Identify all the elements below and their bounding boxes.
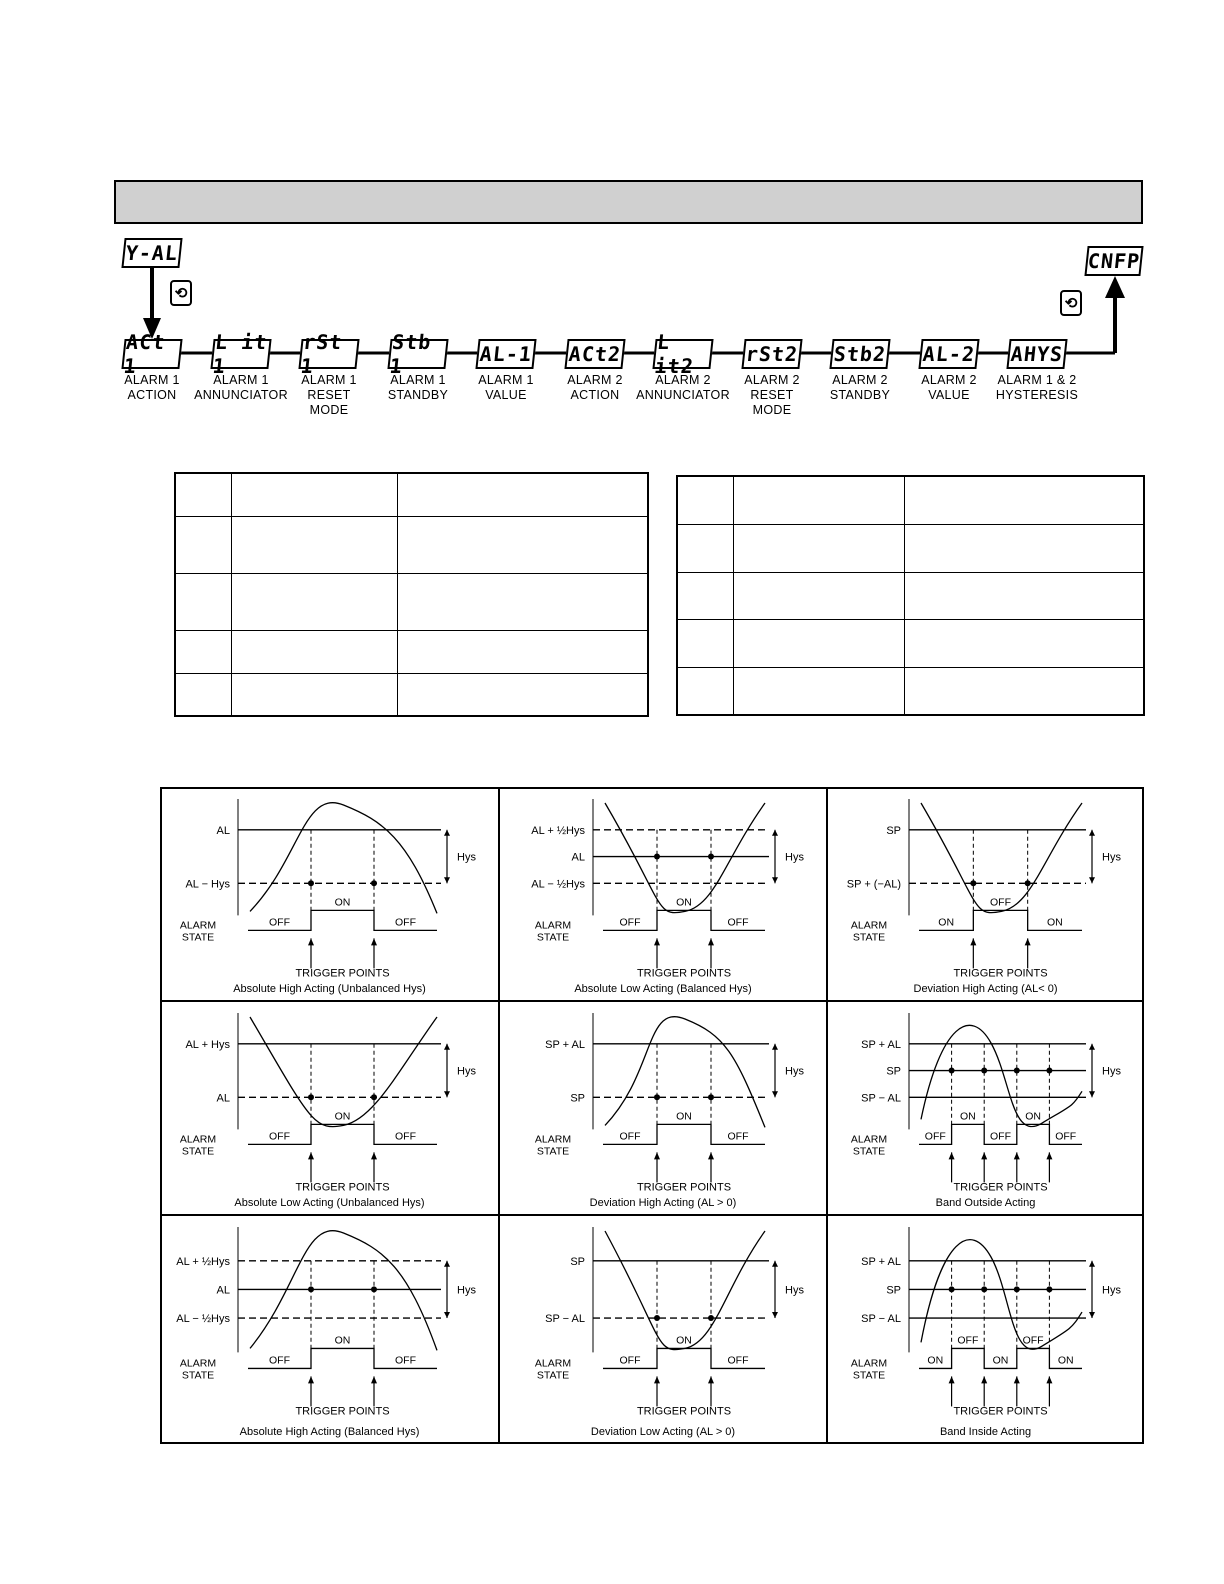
- hys-arrow: [444, 830, 450, 836]
- state-value: ON: [334, 896, 351, 909]
- state-label: ALARM: [850, 1133, 888, 1146]
- hys-arrow: [1089, 1091, 1095, 1097]
- hys-arrow: [772, 1091, 778, 1097]
- state-label: STATE: [536, 1145, 570, 1158]
- loop-arrow-icon[interactable]: ⟲: [1060, 290, 1082, 316]
- state-value: OFF: [1055, 1130, 1077, 1143]
- level-label: SP + AL: [861, 1038, 901, 1051]
- menu-step-label: ALARM 1 STANDBY: [387, 373, 449, 402]
- menu-step-display[interactable]: rSt2: [741, 339, 802, 369]
- hys-arrow: [444, 1261, 450, 1267]
- trigger-dot: [708, 1094, 714, 1100]
- trigger-arrowhead: [371, 1152, 377, 1159]
- trigger-arrowhead: [708, 1376, 714, 1383]
- trigger-dot: [371, 880, 377, 886]
- state-value: ON: [676, 1334, 692, 1347]
- level-label: SP: [570, 1255, 585, 1268]
- hys-arrow: [1089, 830, 1095, 836]
- trigger-arrowhead: [708, 938, 714, 945]
- menu-step-label: ALARM 2 VALUE: [921, 373, 977, 402]
- state-value: ON: [1025, 1110, 1041, 1123]
- hys-label: Hys: [1102, 851, 1121, 864]
- trigger-label: TRIGGER POINTS: [953, 1181, 1048, 1194]
- trigger-label: TRIGGER POINTS: [953, 1405, 1048, 1418]
- state-value: ON: [334, 1110, 351, 1123]
- trigger-dot: [308, 1286, 314, 1292]
- menu-step-display[interactable]: rSt 1: [298, 339, 359, 369]
- trigger-arrowhead: [654, 1152, 660, 1159]
- hys-arrow: [444, 1091, 450, 1097]
- signal-curve: [605, 1231, 765, 1350]
- menu-step-display[interactable]: AL-1: [475, 339, 536, 369]
- level-label: AL + ½Hys: [531, 824, 585, 837]
- state-label: STATE: [181, 1369, 215, 1382]
- state-label: STATE: [536, 1369, 570, 1382]
- hys-label: Hys: [785, 1284, 804, 1297]
- trigger-dot: [708, 854, 714, 860]
- state-value: OFF: [395, 1354, 416, 1367]
- hys-arrow: [772, 877, 778, 883]
- level-label: AL − Hys: [185, 878, 230, 891]
- diagram-title: Deviation High Acting (AL< 0): [913, 983, 1058, 995]
- state-value: ON: [938, 916, 955, 929]
- hys-arrow: [1089, 1312, 1095, 1318]
- state-value: OFF: [395, 916, 416, 929]
- trigger-dot: [1014, 1068, 1020, 1074]
- menu-step-label: ALARM 1 VALUE: [478, 373, 534, 402]
- loop-arrow-icon[interactable]: ⟲: [170, 280, 192, 306]
- state-value: OFF: [990, 1130, 1011, 1143]
- state-value: OFF: [727, 916, 749, 929]
- trigger-arrowhead: [1014, 1152, 1020, 1159]
- trigger-arrowhead: [949, 1152, 955, 1159]
- menu-step-display[interactable]: ACt 1: [121, 339, 182, 369]
- trigger-dot: [308, 880, 314, 886]
- hys-arrow: [772, 1261, 778, 1267]
- trigger-dot: [1014, 1286, 1020, 1292]
- state-label: ALARM: [850, 919, 888, 932]
- trigger-label: TRIGGER POINTS: [295, 967, 390, 980]
- trigger-label: TRIGGER POINTS: [295, 1405, 390, 1418]
- level-label: SP: [886, 824, 901, 837]
- menu-step-display[interactable]: L it2: [652, 339, 713, 369]
- menu-step-label: ALARM 2 STANDBY: [829, 373, 891, 402]
- trigger-arrowhead: [1014, 1376, 1020, 1383]
- state-label: ALARM: [534, 919, 572, 932]
- end-display: CNFP: [1084, 246, 1143, 276]
- hys-label: Hys: [785, 851, 804, 864]
- trigger-arrowhead: [371, 1376, 377, 1383]
- state-value: OFF: [619, 1130, 641, 1143]
- trigger-dot: [1046, 1068, 1052, 1074]
- state-value: ON: [992, 1354, 1009, 1367]
- trigger-dot: [970, 880, 976, 886]
- diagram-title: Absolute High Acting (Balanced Hys): [239, 1426, 420, 1438]
- level-label: SP + (−AL): [846, 878, 901, 891]
- menu-step-display[interactable]: Stb2: [829, 339, 890, 369]
- trigger-arrowhead: [970, 938, 976, 945]
- start-display: Y-AL: [121, 238, 182, 268]
- state-label: STATE: [536, 931, 570, 944]
- trigger-arrowhead: [1046, 1152, 1052, 1159]
- trigger-arrowhead: [708, 1152, 714, 1159]
- menu-step-label: ALARM 2 RESET MODE: [744, 373, 800, 417]
- diagram-title: Absolute Low Acting (Unbalanced Hys): [234, 1197, 425, 1209]
- menu-step-label: ALARM 2 ACTION: [567, 373, 623, 402]
- trigger-dot: [308, 1094, 314, 1100]
- signal-curve: [250, 1231, 437, 1351]
- state-value: ON: [1057, 1354, 1074, 1367]
- state-value: OFF: [269, 916, 290, 929]
- level-label: AL − ½Hys: [176, 1313, 230, 1326]
- diagram-title: Absolute High Acting (Unbalanced Hys): [233, 983, 426, 995]
- trigger-arrowhead: [654, 1376, 660, 1383]
- hys-arrow: [444, 1044, 450, 1050]
- state-label: ALARM: [179, 1133, 217, 1146]
- state-label: ALARM: [179, 1357, 217, 1370]
- state-value: ON: [334, 1334, 351, 1347]
- state-value: OFF: [269, 1130, 290, 1143]
- trigger-dot: [981, 1068, 987, 1074]
- trigger-label: TRIGGER POINTS: [636, 1181, 732, 1194]
- menu-step-display[interactable]: Stb 1: [387, 339, 448, 369]
- hys-arrow: [1089, 877, 1095, 883]
- hys-arrow: [772, 1044, 778, 1050]
- trigger-arrowhead: [981, 1376, 987, 1383]
- state-label: ALARM: [534, 1133, 572, 1146]
- trigger-dot: [1025, 880, 1031, 886]
- menu-step-display[interactable]: AHYS: [1006, 339, 1067, 369]
- state-label: ALARM: [850, 1357, 888, 1370]
- level-label: SP + AL: [861, 1255, 901, 1268]
- trigger-arrowhead: [949, 1376, 955, 1383]
- hys-arrow: [444, 1312, 450, 1318]
- state-value: OFF: [1022, 1334, 1044, 1347]
- state-label: STATE: [181, 1145, 215, 1158]
- menu-step-label: ALARM 1 ACTION: [124, 373, 180, 402]
- diagram-title: Deviation High Acting (AL > 0): [589, 1197, 737, 1209]
- level-label: AL: [216, 1092, 230, 1105]
- trigger-label: TRIGGER POINTS: [636, 967, 732, 980]
- trigger-arrowhead: [981, 1152, 987, 1159]
- hys-label: Hys: [1102, 1065, 1121, 1078]
- state-label: STATE: [852, 1369, 886, 1382]
- trigger-dot: [708, 1315, 714, 1321]
- state-value: OFF: [990, 896, 1011, 909]
- level-label: AL + Hys: [185, 1038, 230, 1051]
- diagram-title: Absolute Low Acting (Balanced Hys): [574, 983, 752, 995]
- trigger-dot: [654, 1315, 660, 1321]
- state-value: OFF: [619, 1354, 641, 1367]
- hys-label: Hys: [457, 1284, 476, 1297]
- level-label: SP: [886, 1065, 901, 1078]
- trigger-dot: [981, 1286, 987, 1292]
- trigger-arrowhead: [308, 1152, 314, 1159]
- signal-curve: [921, 1025, 1082, 1126]
- trigger-dot: [949, 1068, 955, 1074]
- diagram-title: Band Inside Acting: [939, 1426, 1032, 1438]
- state-label: STATE: [852, 1145, 886, 1158]
- level-label: AL: [216, 824, 230, 837]
- state-label: ALARM: [179, 919, 217, 932]
- level-label: AL: [571, 851, 585, 864]
- hys-label: Hys: [785, 1065, 804, 1078]
- menu-step-label: ALARM 1 & 2 HYSTERESIS: [995, 373, 1079, 402]
- menu-step-label: ALARM 1 ANNUNCIATOR: [194, 373, 288, 402]
- trigger-dot: [654, 1094, 660, 1100]
- signal-curve: [921, 1240, 1082, 1350]
- state-value: OFF: [957, 1334, 979, 1347]
- state-value: ON: [676, 896, 692, 909]
- trigger-label: TRIGGER POINTS: [953, 967, 1048, 980]
- state-value: ON: [676, 1110, 692, 1123]
- hys-arrow: [444, 877, 450, 883]
- trigger-arrowhead: [1025, 938, 1031, 945]
- state-value: ON: [1046, 916, 1063, 929]
- trigger-dot: [949, 1286, 955, 1292]
- trigger-arrowhead: [308, 938, 314, 945]
- trigger-label: TRIGGER POINTS: [295, 1181, 390, 1194]
- state-label: ALARM: [534, 1357, 572, 1370]
- state-value: OFF: [924, 1130, 946, 1143]
- level-label: SP − AL: [545, 1313, 585, 1326]
- hys-arrow: [1089, 1261, 1095, 1267]
- trigger-arrowhead: [654, 938, 660, 945]
- menu-step-label: ALARM 1 RESET MODE: [301, 373, 357, 417]
- level-label: SP: [886, 1284, 901, 1297]
- diagram-title: Band Outside Acting: [935, 1197, 1036, 1209]
- trigger-dot: [1046, 1286, 1052, 1292]
- level-label: AL − ½Hys: [531, 878, 585, 891]
- hys-arrow: [772, 830, 778, 836]
- menu-step-display[interactable]: L it 1: [210, 339, 271, 369]
- trigger-label: TRIGGER POINTS: [636, 1405, 732, 1418]
- menu-step-label: ALARM 2 ANNUNCIATOR: [636, 373, 730, 402]
- trigger-arrowhead: [1046, 1376, 1052, 1383]
- level-label: SP + AL: [545, 1038, 585, 1051]
- state-label: STATE: [181, 931, 215, 944]
- state-value: OFF: [727, 1130, 749, 1143]
- hys-arrow: [772, 1312, 778, 1318]
- state-value: ON: [927, 1354, 944, 1367]
- level-label: SP: [570, 1092, 585, 1105]
- level-label: SP − AL: [861, 1092, 901, 1105]
- level-label: SP − AL: [861, 1313, 901, 1326]
- menu-step-display[interactable]: AL-2: [918, 339, 979, 369]
- trigger-arrowhead: [371, 938, 377, 945]
- trigger-arrowhead: [308, 1376, 314, 1383]
- state-value: OFF: [395, 1130, 416, 1143]
- state-value: OFF: [619, 916, 641, 929]
- hys-label: Hys: [457, 851, 476, 864]
- state-value: OFF: [727, 1354, 749, 1367]
- diagram-title: Deviation Low Acting (AL > 0): [590, 1426, 736, 1438]
- level-label: AL: [216, 1284, 230, 1297]
- level-label: AL + ½Hys: [176, 1255, 230, 1268]
- state-value: OFF: [269, 1354, 290, 1367]
- menu-step-display[interactable]: ACt2: [564, 339, 625, 369]
- hys-label: Hys: [1102, 1284, 1121, 1297]
- trigger-dot: [371, 1094, 377, 1100]
- hys-arrow: [1089, 1044, 1095, 1050]
- trigger-dot: [654, 854, 660, 860]
- trigger-dot: [371, 1286, 377, 1292]
- hys-label: Hys: [457, 1065, 476, 1078]
- state-value: ON: [960, 1110, 976, 1123]
- state-label: STATE: [852, 931, 886, 944]
